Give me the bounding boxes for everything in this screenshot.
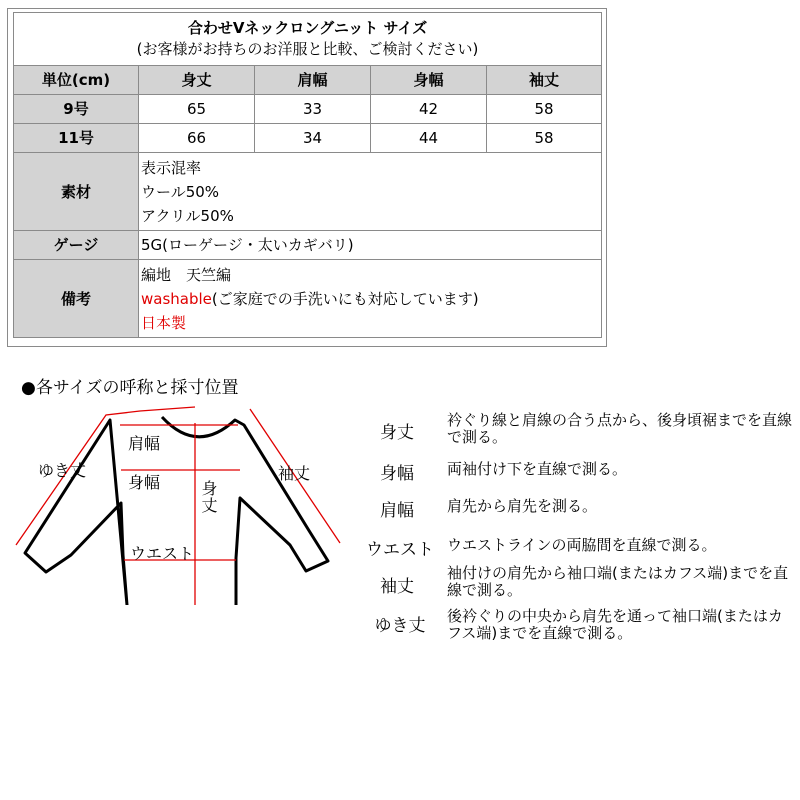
origin-text: 日本製 [141, 313, 187, 332]
material-cell [139, 153, 602, 231]
def-desc-katahaba: 肩先から肩先を測る。 [447, 497, 598, 515]
gauge-label: ゲージ [14, 231, 139, 260]
washable-text: washable [141, 289, 212, 308]
cell-value: 34 [255, 124, 371, 153]
notes-washable-line [141, 287, 601, 311]
label-waist: ウエスト [130, 544, 195, 563]
def-term-yukitake: ゆき丈 [374, 616, 426, 636]
label-sodetake: 袖丈 [278, 464, 311, 483]
cell-value: 65 [139, 95, 255, 124]
cell-value: 44 [371, 124, 487, 153]
def-desc-mihaba: 両袖付け下を直線で測る。 [447, 460, 628, 478]
cell-value: 33 [255, 95, 371, 124]
label-yukitake: ゆき丈 [38, 461, 87, 480]
table-title-cell [14, 13, 602, 66]
material-line: ウール50% [141, 182, 220, 201]
sweater-outline [25, 417, 328, 605]
row-label: 11号 [14, 124, 139, 153]
material-line: 表示混率 [141, 158, 202, 177]
cell-value: 42 [371, 95, 487, 124]
def-term-sodetake: 袖丈 [380, 577, 414, 597]
table-row [14, 124, 602, 153]
notes-label: 備考 [14, 260, 139, 338]
table-title: 合わせVネックロングニット サイズ [187, 19, 428, 37]
sweater-diagram [0, 395, 360, 605]
label-mihaba: 身幅 [128, 473, 161, 492]
header-unit: 単位(cm) [14, 66, 139, 95]
cell-value: 58 [487, 95, 602, 124]
def-desc-yukitake: 後衿ぐりの中央から肩先を通って袖口端(またはカフス端)までを直線で測る。 [447, 607, 783, 642]
label-katahaba: 肩幅 [128, 434, 161, 453]
def-desc-mitake: 衿ぐり線と肩線の合う点から、後身頃裾までを直線で測る。 [447, 411, 793, 446]
def-term-mihaba: 身幅 [380, 464, 414, 484]
row-label: 9号 [14, 95, 139, 124]
header-sodetake: 袖丈 [487, 66, 602, 95]
diagram-title: ●各サイズの呼称と採寸位置 [21, 378, 239, 398]
washable-detail: (ご家庭での手洗いにも対応しています) [211, 289, 479, 308]
notes-cell [139, 260, 602, 338]
material-line: アクリル50% [141, 206, 234, 225]
gauge-value: 5G(ローゲージ・太いカギバリ) [139, 231, 602, 260]
table-subtitle: (お客様がお持ちのお洋服と比較、ご検討ください) [136, 40, 479, 58]
def-term-katahaba: 肩幅 [380, 501, 414, 521]
header-mihaba: 身幅 [371, 66, 487, 95]
size-table [13, 12, 602, 338]
header-katahaba: 肩幅 [255, 66, 371, 95]
def-term-waist: ウエスト [366, 540, 434, 560]
notes-knit: 編地 天竺編 [141, 265, 232, 284]
cell-value: 58 [487, 124, 602, 153]
def-desc-sodetake: 袖付けの肩先から袖口端(またはカフス端)までを直線で測る。 [447, 564, 789, 599]
cell-value: 66 [139, 124, 255, 153]
label-mitake: 身丈 [199, 480, 218, 514]
def-term-mitake: 身丈 [380, 423, 414, 443]
table-row [14, 95, 602, 124]
def-desc-waist: ウエストラインの両脇間を直線で測る。 [447, 536, 717, 554]
header-mitake: 身丈 [139, 66, 255, 95]
material-label: 素材 [14, 153, 139, 231]
